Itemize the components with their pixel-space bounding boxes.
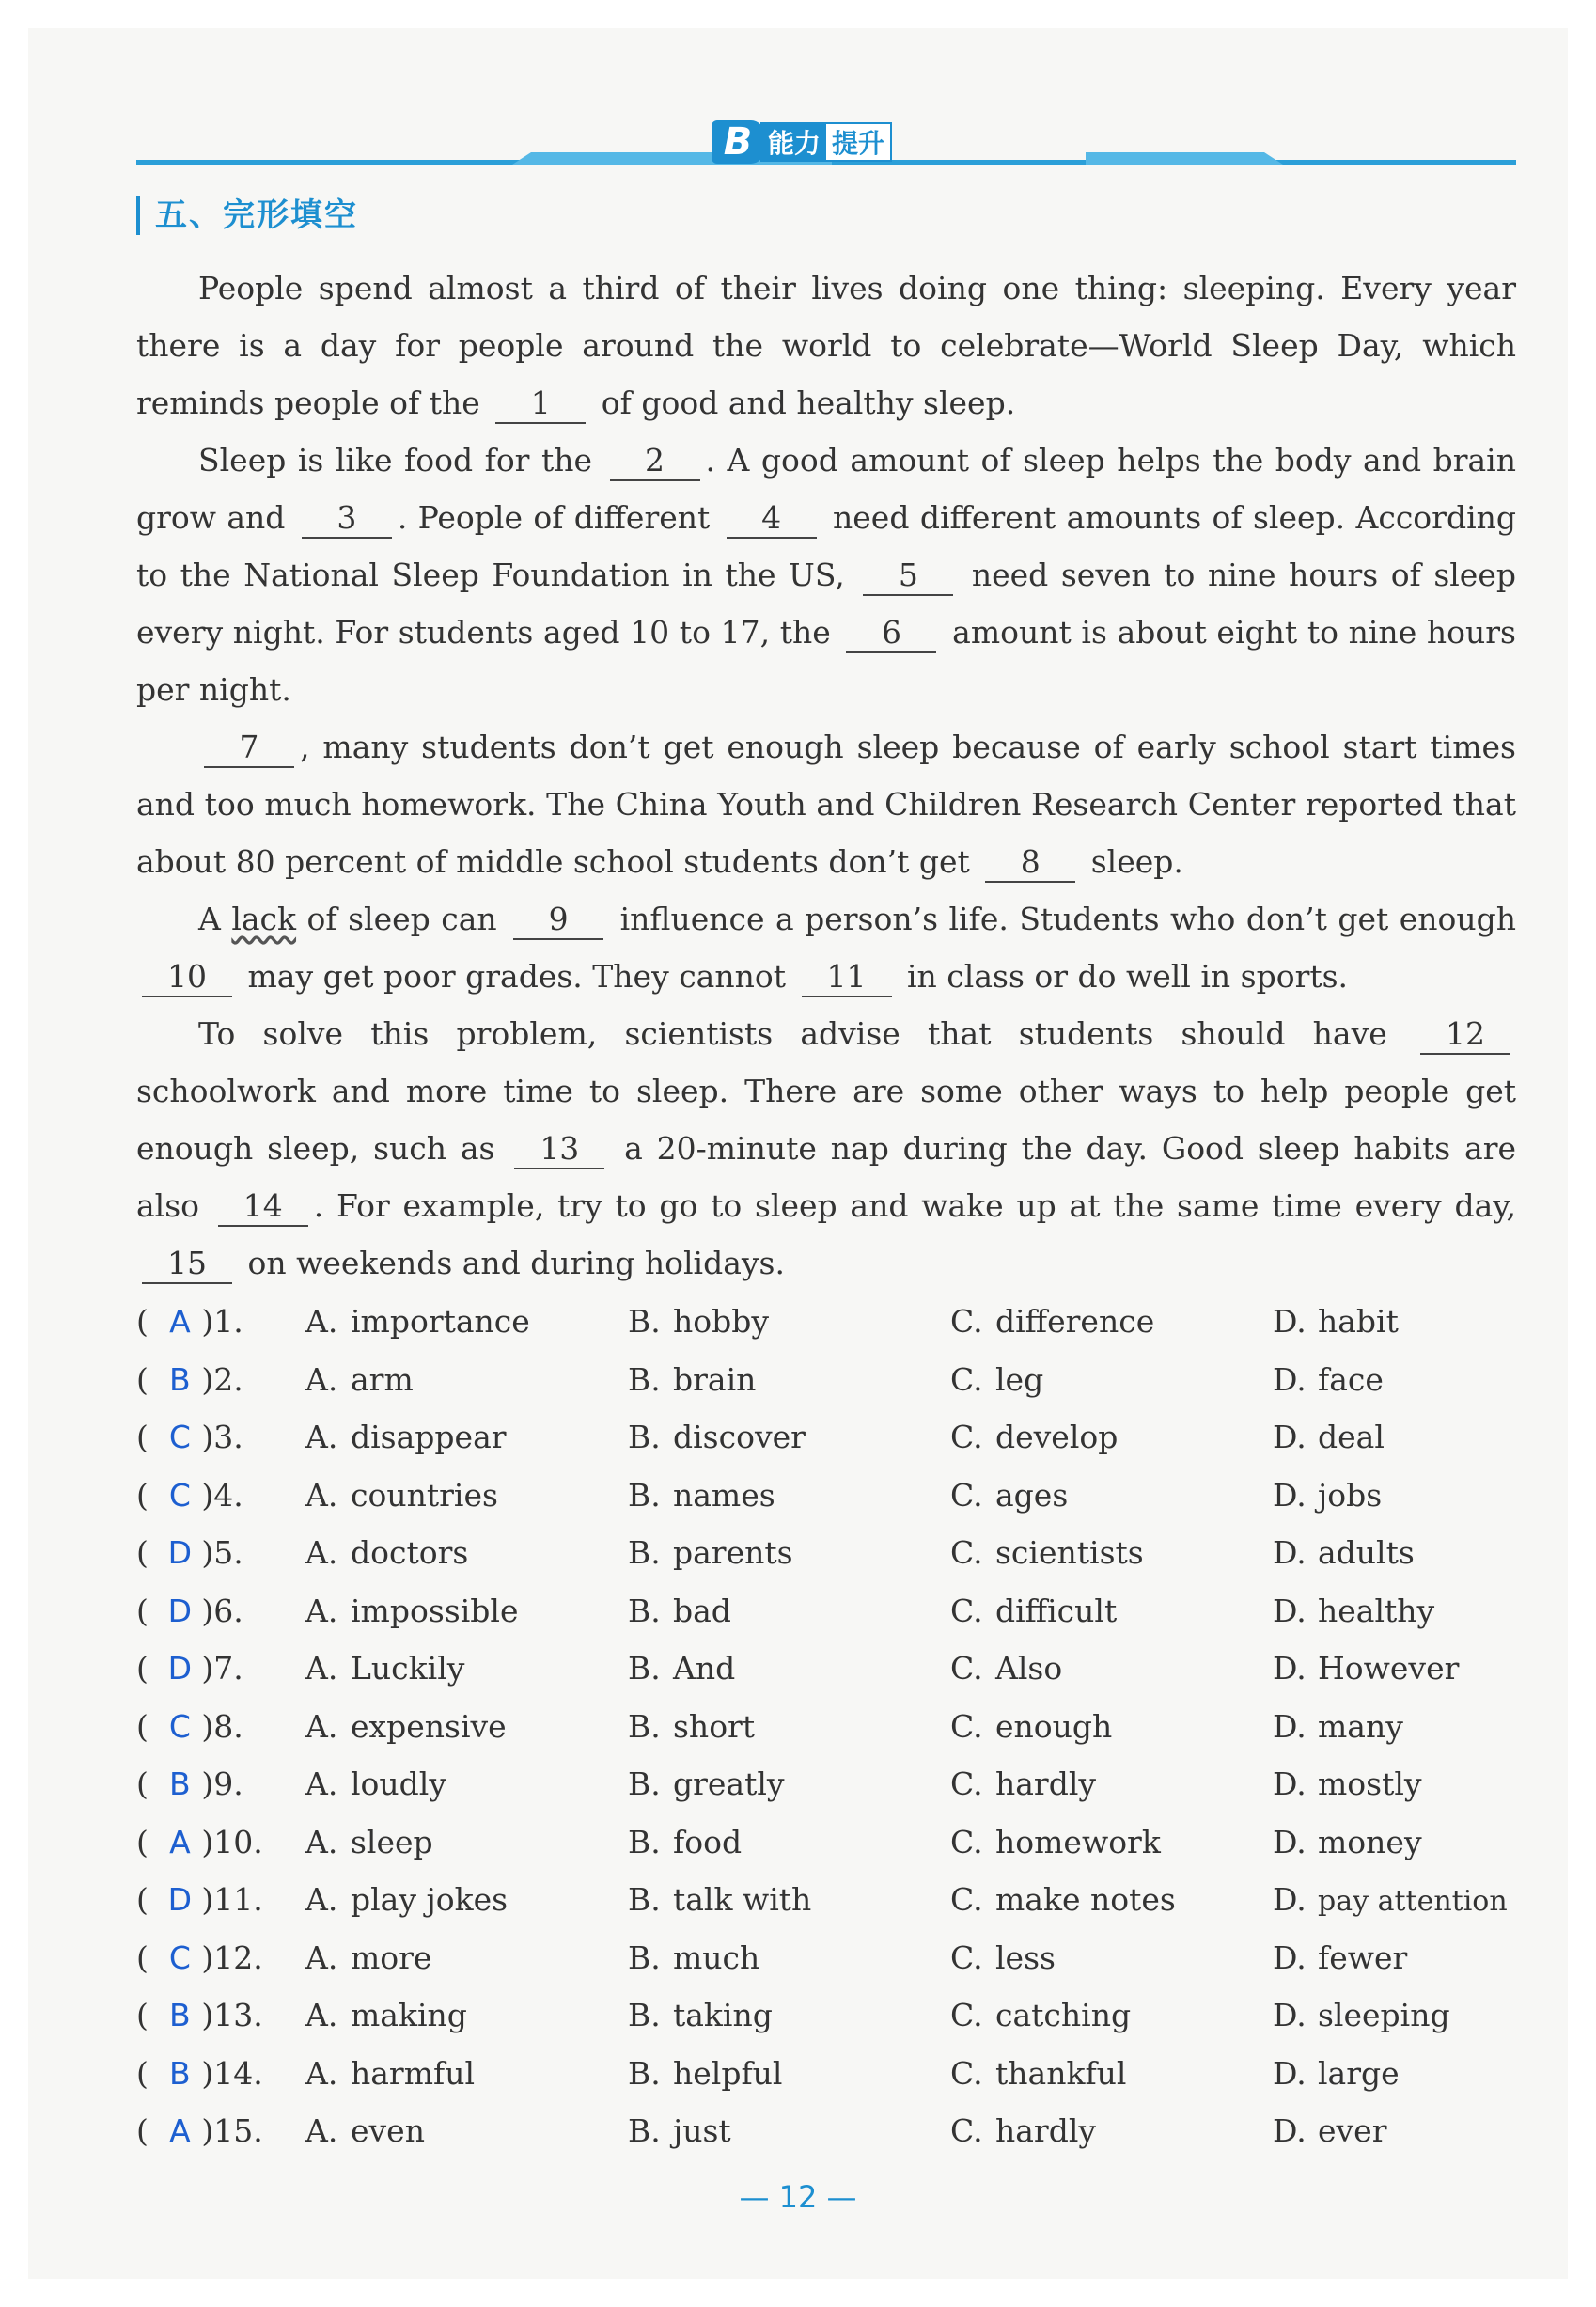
option-letter: B. [628,1534,661,1572]
option-text: sleeping [1318,1997,1450,2034]
question-number: ( C )8. [136,1707,243,1745]
option-d [1273,2112,1526,2149]
blank-14: 14 [218,1187,308,1227]
question-index: 3. [213,1419,243,1456]
question-number: ( B )9. [136,1766,243,1803]
option-letter: A. [305,1997,338,2034]
option-text: taking [673,1997,773,2034]
option-letter: D. [1273,1419,1307,1456]
option-letter: A. [305,1360,338,1398]
badge-text [760,122,892,162]
option-letter: D. [1273,2112,1307,2150]
option-text: Also [995,1650,1063,1687]
answer-letter: D [167,1534,193,1572]
option-text: deal [1318,1419,1385,1456]
option-d [1273,1534,1526,1571]
option-a [305,1997,628,2033]
blank-3: 3 [302,499,392,539]
option-letter: B. [628,1881,661,1919]
option-letter: D. [1273,1766,1307,1803]
option-letter: B. [628,1419,661,1456]
option-letter: B. [628,2054,661,2092]
option-text: greatly [673,1766,785,1803]
option-letter: B. [628,1823,661,1860]
option-text: enough [995,1707,1113,1745]
option-row [136,1408,1527,1467]
option-letter: A. [305,1534,338,1572]
option-letter: D. [1273,2054,1307,2092]
option-text: even [351,2112,425,2150]
option-a [305,1361,628,1398]
paragraph-3 [136,718,1516,890]
answer-letter: D [167,1650,193,1687]
option-a [305,1593,628,1629]
option-c [950,1477,1273,1514]
option-d [1273,1824,1526,1860]
option-text: Luckily [351,1650,465,1687]
option-letter: C. [950,2112,983,2150]
option-d [1273,1939,1526,1976]
paragraph-2 [136,432,1516,718]
option-c [950,1997,1273,2033]
option-row [136,1582,1527,1640]
option-letter: C. [950,2054,983,2092]
option-letter: D. [1273,1303,1307,1341]
option-text: difference [995,1303,1155,1341]
option-letter: D. [1273,1938,1307,1976]
text: People spend almost a third of their lives doing one thing: sleeping. Every year there is a day for people around the world to celebrate—World Sleep Day, which reminds people of the [136,270,1516,421]
option-text: homework [995,1823,1161,1860]
blank-12: 12 [1420,1015,1510,1055]
option-row [136,1524,1527,1582]
option-letter: A. [305,1823,338,1860]
option-letter: D. [1273,1650,1307,1687]
answer-letter: A [169,1303,191,1341]
option-letter: D. [1273,1707,1307,1745]
text: in class or do well in sports. [907,958,1349,995]
option-d [1273,1303,1526,1340]
text: A [198,901,221,937]
option-text: names [673,1476,775,1514]
option-d [1273,1361,1526,1398]
option-letter: D. [1273,1360,1307,1398]
option-text: pay attention [1318,1885,1508,1919]
option-text: less [995,1938,1056,1976]
paragraph-5 [136,1005,1516,1292]
option-letter: B. [628,1303,661,1341]
answer-letter: B [169,1360,191,1398]
question-number: ( D )5. [136,1534,243,1572]
option-c [950,1881,1273,1918]
text: To solve this problem, scientists advise that students should have [198,1015,1387,1052]
badge-text-2: 提升 [832,128,885,159]
option-text: sleep [351,1823,433,1860]
option-row [136,1467,1527,1525]
option-letter: A. [305,1938,338,1976]
option-letter: C. [950,1707,983,1745]
question-number: ( A )1. [136,1303,243,1341]
option-b [628,1534,950,1571]
option-letter: A. [305,1592,338,1629]
text: schoolwork and more time to sleep. There are some other ways to help people get enough sleep, such as [136,1073,1516,1167]
question-index: 4. [213,1476,243,1514]
blank-8: 8 [985,843,1075,883]
option-c [950,1593,1273,1629]
option-a [305,1824,628,1860]
blank-13: 13 [514,1130,604,1169]
option-letter: A. [305,1650,338,1687]
text: on weekends and during holidays. [247,1245,785,1281]
paragraph-4 [136,890,1516,1005]
option-d [1273,1593,1526,1629]
option-text: hardly [995,2112,1097,2150]
option-text: impossible [351,1592,519,1629]
option-text: adults [1318,1534,1415,1572]
option-a [305,1303,628,1340]
option-letter: D. [1273,1997,1307,2034]
option-row [136,1293,1527,1351]
option-letter: C. [950,1823,983,1860]
answer-letter: B [169,2054,191,2092]
option-letter: D. [1273,1592,1307,1629]
paragraph-1 [136,259,1516,432]
option-b [628,1650,950,1687]
option-d [1273,1419,1526,1455]
text: need seven to nine hours of sleep every night. For students aged 10 to 17, the [136,557,1516,651]
option-letter: C. [950,1938,983,1976]
answer-letter: C [168,1707,191,1745]
option-row [136,1755,1527,1813]
option-letter: B. [628,2112,661,2150]
answer-letter: B [169,1997,191,2034]
option-letter: B. [628,1707,661,1745]
question-index: 9. [213,1766,243,1803]
option-text: harmful [351,2054,476,2092]
option-d [1273,1997,1526,2033]
option-letter: B. [628,1592,661,1629]
option-text: countries [351,1476,498,1514]
question-index: 7. [213,1650,243,1687]
option-b [628,1593,950,1629]
option-b [628,1881,950,1918]
option-letter: D. [1273,1476,1307,1514]
option-letter: C. [950,1592,983,1629]
option-letter: C. [950,1360,983,1398]
option-text: expensive [351,1707,507,1745]
question-index: 15. [213,2112,263,2150]
option-d [1273,1708,1526,1745]
option-text: arm [351,1360,414,1398]
blank-7: 7 [204,729,294,768]
answer-letter: D [167,1592,193,1629]
blank-9: 9 [513,901,603,940]
question-number: ( A )15. [136,2112,263,2150]
option-a [305,1650,628,1687]
option-c [950,2055,1273,2092]
option-letter: B. [628,1650,661,1687]
question-number: ( B )14. [136,2054,263,2092]
option-b [628,1419,950,1455]
option-text: healthy [1318,1592,1435,1629]
option-text: discover [673,1419,806,1456]
answer-letter: C [168,1938,191,1976]
blank-10: 10 [142,958,232,997]
blank-2: 2 [610,442,700,481]
text: amount is about eight to nine hours per night. [136,614,1516,708]
option-b [628,1824,950,1860]
question-index: 13. [213,1997,263,2034]
option-c [950,1766,1273,1802]
option-row [136,1986,1527,2045]
option-letter: C. [950,1303,983,1341]
option-b [628,2112,950,2149]
option-row [136,2045,1527,2103]
text: . People of different [397,499,711,536]
option-letter: D. [1273,1823,1307,1860]
option-a [305,1419,628,1455]
question-number: ( C )12. [136,1938,263,1976]
option-letter: A. [305,1303,338,1341]
option-text: mostly [1318,1766,1422,1803]
question-index: 12. [213,1938,263,1976]
option-text: more [351,1938,432,1976]
option-text: loudly [351,1766,446,1803]
option-letter: C. [950,1650,983,1687]
banner-badge [712,120,892,164]
option-letter: A. [305,1766,338,1803]
option-text: develop [995,1419,1119,1456]
text: , many students don’t get enough sleep because of early school start times and too much homework. The China Youth and Children Research Center reported that about 80 percent of middle school students don’t get [136,729,1516,880]
question-number: ( D )11. [136,1881,263,1919]
question-number: ( A )10. [136,1823,263,1860]
section-banner [136,120,1516,167]
option-text: money [1318,1823,1422,1860]
badge-text-1: 能力 [762,124,826,160]
option-c [950,1939,1273,1976]
answer-letter: A [169,2112,191,2150]
option-letter: A. [305,1476,338,1514]
option-letter: C. [950,1419,983,1456]
option-text: leg [995,1360,1044,1398]
question-index: 6. [213,1592,243,1629]
option-letter: D. [1273,1881,1307,1919]
option-text: ages [995,1476,1069,1514]
option-text: hardly [995,1766,1097,1803]
answer-letter: A [169,1823,191,1860]
option-text: hobby [673,1303,770,1341]
question-index: 2. [213,1360,243,1398]
question-index: 5. [213,1534,243,1572]
option-c [950,1708,1273,1745]
option-letter: B. [628,1997,661,2034]
question-index: 8. [213,1707,243,1745]
text: of good and healthy sleep. [601,384,1016,421]
blank-11: 11 [802,958,892,997]
option-a [305,1766,628,1802]
option-a [305,1534,628,1571]
option-text: importance [351,1303,530,1341]
text: . For example, try to go to sleep and wake up at the same time every day, [313,1187,1516,1224]
option-b [628,1766,950,1802]
question-index: 1. [213,1303,243,1341]
option-text: large [1318,2054,1400,2092]
option-letter: B. [628,1938,661,1976]
option-text: doctors [351,1534,469,1572]
option-c [950,1361,1273,1398]
text: influence a person’s life. Students who don’t get enough [619,901,1516,937]
option-row [136,2102,1527,2160]
text: may get poor grades. They cannot [247,958,786,995]
option-text: making [351,1997,467,2034]
option-a [305,2055,628,2092]
text: Sleep is like food for the [198,442,593,479]
option-a [305,1477,628,1514]
blank-4: 4 [727,499,817,539]
option-text: ever [1318,2112,1387,2150]
option-row [136,1698,1527,1756]
option-c [950,1534,1273,1571]
option-text: short [673,1707,756,1745]
option-letter: C. [950,1997,983,2034]
option-letter: C. [950,1534,983,1572]
option-text: talk with [673,1881,812,1919]
question-index: 14. [213,2054,263,2092]
option-text: just [673,2112,731,2150]
option-letter: C. [950,1476,983,1514]
option-text: habit [1318,1303,1399,1341]
option-d [1273,1477,1526,1514]
option-letter: A. [305,1419,338,1456]
option-letter: C. [950,1881,983,1919]
options-list [136,1293,1527,2160]
banner-stripe-right [1086,152,1283,165]
option-row [136,1640,1527,1698]
text: . A good amount of sleep helps the body and brain grow and [136,442,1516,536]
option-a [305,1881,628,1918]
option-row [136,1871,1527,1929]
section-title: 五、完形填空 [136,196,358,235]
option-c [950,2112,1273,2149]
option-text: However [1318,1650,1460,1687]
passage [136,259,1516,1292]
answer-letter: D [167,1881,193,1919]
option-text: catching [995,1997,1132,2034]
option-c [950,1419,1273,1455]
answer-letter: B [169,1766,191,1803]
option-letter: A. [305,1881,338,1919]
answer-letter: C [168,1419,191,1456]
option-letter: D. [1273,1534,1307,1572]
option-text: bad [673,1592,731,1629]
text: need different amounts of sleep. According to the National Sleep Foundation in the US, [136,499,1517,593]
option-text: make notes [995,1881,1176,1919]
option-c [950,1650,1273,1687]
option-text: play jokes [351,1881,509,1919]
option-text: scientists [995,1534,1144,1572]
option-row [136,1351,1527,1409]
option-d [1273,1650,1526,1687]
wavy-underlined-word: lack [231,901,297,937]
blank-5: 5 [863,557,953,596]
option-row [136,1929,1527,1987]
option-text: And [673,1650,736,1687]
blank-6: 6 [846,614,936,653]
option-a [305,1939,628,1976]
question-number: ( B )13. [136,1997,263,2034]
option-text: thankful [995,2054,1127,2092]
question-number: ( B )2. [136,1360,243,1398]
option-b [628,1303,950,1340]
option-a [305,1708,628,1745]
question-number: ( C )3. [136,1419,243,1456]
option-d [1273,2055,1526,2092]
text: a 20-minute nap during the day. Good sleep habits are also [136,1130,1516,1224]
page-number: — 12 — [739,2179,857,2215]
question-number: ( D )6. [136,1592,243,1629]
option-text: face [1318,1360,1384,1398]
option-c [950,1303,1273,1340]
option-text: helpful [673,2054,783,2092]
option-b [628,1997,950,2033]
option-text: difficult [995,1592,1118,1629]
option-b [628,1477,950,1514]
answer-letter: C [168,1476,191,1514]
text: sleep. [1090,843,1183,880]
option-text: much [673,1938,760,1976]
option-letter: C. [950,1766,983,1803]
option-a [305,2112,628,2149]
option-text: disappear [351,1419,507,1456]
option-b [628,2055,950,2092]
option-text: brain [673,1360,757,1398]
option-d [1273,1766,1526,1802]
question-index: 10. [213,1823,263,1860]
option-text: many [1318,1707,1403,1745]
option-letter: A. [305,2112,338,2150]
option-text: jobs [1318,1476,1383,1514]
option-letter: A. [305,1707,338,1745]
option-text: food [673,1823,743,1860]
option-b [628,1361,950,1398]
option-b [628,1939,950,1976]
option-letter: B. [628,1476,661,1514]
option-letter: A. [305,2054,338,2092]
question-index: 11. [213,1881,263,1919]
option-text: fewer [1318,1938,1408,1976]
option-row [136,1813,1527,1872]
question-number: ( D )7. [136,1650,243,1687]
badge-letter: B [712,120,764,164]
blank-15: 15 [142,1245,232,1284]
option-text: parents [673,1534,793,1572]
option-letter: B. [628,1360,661,1398]
text: of sleep can [306,901,497,937]
option-d [1273,1881,1526,1918]
question-number: ( C )4. [136,1476,243,1514]
option-b [628,1708,950,1745]
option-letter: B. [628,1766,661,1803]
option-c [950,1824,1273,1860]
blank-1: 1 [495,384,586,424]
